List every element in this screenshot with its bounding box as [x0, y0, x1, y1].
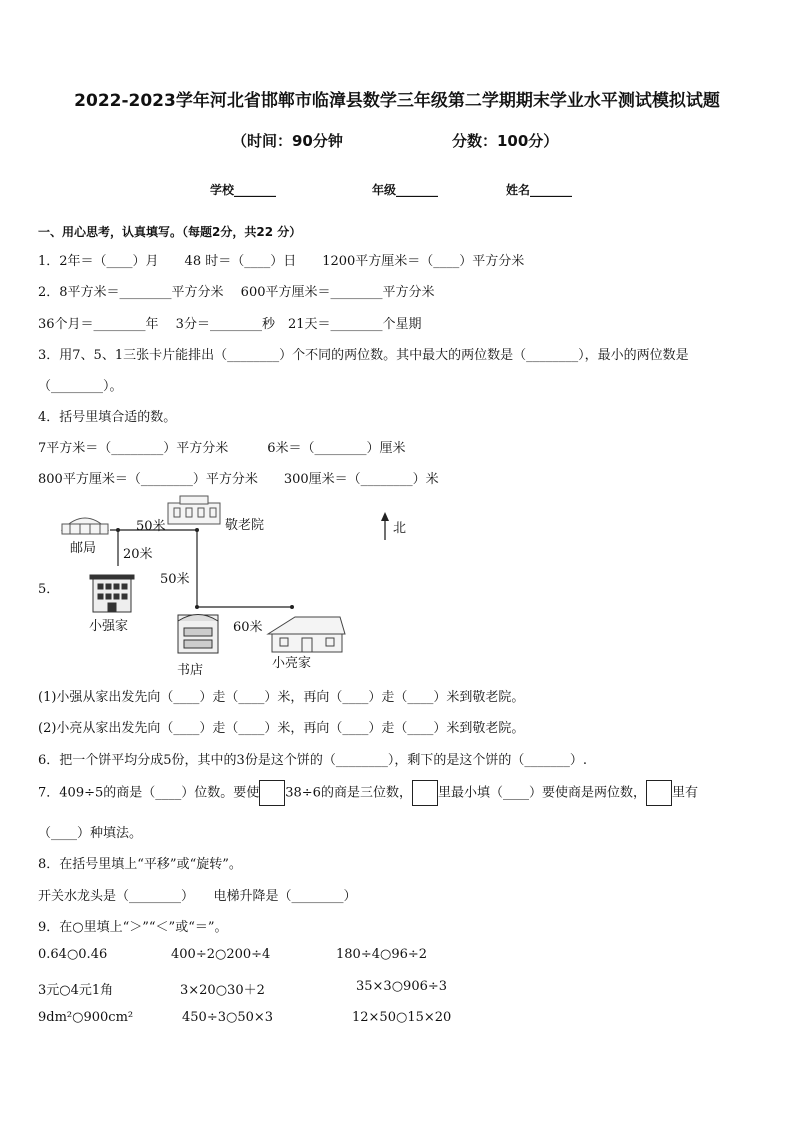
question-7-text: 里最小填（____）要使商是两位数，: [437, 785, 646, 801]
answer-box[interactable]: [259, 780, 285, 806]
compare-item: 35×3○906÷3: [356, 979, 448, 994]
bookstore-label: 书店: [177, 663, 204, 678]
compare-item: 450÷3○50×3: [182, 1010, 274, 1025]
compare-item: 12×50○15×20: [352, 1010, 452, 1025]
question-4-line1: 7平方米＝（________）平方分米 6米＝（________）厘米: [38, 441, 406, 456]
distance-label: 60米: [233, 620, 263, 635]
north-label: 北: [393, 521, 407, 536]
post-office-icon: [62, 518, 108, 534]
nursing-home-label: 敬老院: [225, 518, 265, 533]
nursing-home-icon: [168, 496, 220, 524]
section-heading: 一、用心思考，认真填写。（每题2分，共22 分）: [38, 225, 302, 239]
question-5-number: 5．: [38, 582, 60, 597]
compare-item: 0.64○0.46: [38, 947, 108, 962]
xiaoliang-home-icon: [268, 617, 345, 652]
xiaoqiang-home-label: 小强家: [89, 619, 129, 634]
question-7: [38, 780, 698, 807]
school-field[interactable]: 学校_______: [210, 183, 277, 197]
question-4: 4．括号里填合适的数。: [38, 410, 177, 425]
question-1: 1．2年＝（____）月 48 时＝（____）日 1200平方厘米＝（____）平方分米: [38, 254, 525, 269]
compare-item: 180÷4○96÷2: [336, 947, 428, 962]
question-5-part1: (1)小强从家出发先向（____）走（____）米，再向（____）走（____）米到敬老院。: [38, 690, 525, 705]
compare-item: 3×20○30＋2: [180, 983, 265, 998]
bookstore-icon: [178, 615, 218, 654]
question-5-part2: (2)小亮从家出发先向（____）走（____）米，再向（____）走（____）米到敬老院。: [38, 721, 525, 736]
question-7-line2: （____）种填法。: [38, 826, 143, 841]
distance-label: 20米: [123, 547, 153, 562]
question-2-line2: 36个月＝________年 3分＝________秒 21天＝________个星期: [38, 317, 422, 332]
post-office-label: 邮局: [70, 541, 97, 556]
north-arrow-icon: [381, 512, 389, 540]
question-3-line1: 3．用7、5、1三张卡片能排出（________）个不同的两位数。其中最大的两位数是（________），最小的两位数是: [38, 348, 689, 363]
question-3-line2: （________）。: [38, 379, 123, 394]
compare-item: 400÷2○200÷4: [171, 947, 271, 962]
question-8: 8．在括号里填上“平移”或“旋转”。: [38, 857, 242, 872]
name-field[interactable]: 姓名_______: [506, 183, 573, 197]
page-title: 2022-2023学年河北省邯郸市临漳县数学三年级第二学期期末学业水平测试模拟试题: [74, 91, 720, 111]
question-7-text: 38÷6的商是三位数，: [285, 785, 412, 801]
distance-label: 50米: [136, 519, 166, 534]
distance-label: 50米: [160, 572, 190, 587]
exam-time: （时间：90分钟: [232, 132, 343, 150]
grade-field[interactable]: 年级_______: [372, 183, 439, 197]
compare-item: 3元○4元1角: [38, 983, 114, 998]
question-9: 9．在○里填上“＞”“＜”或“＝”。: [38, 920, 228, 935]
question-8-line1: 开关水龙头是（________） 电梯升降是（________）: [38, 889, 357, 904]
question-7-text: 里有: [671, 785, 698, 801]
compare-item: 9dm²○900cm²: [38, 1010, 134, 1025]
question-4-line2: 800平方厘米＝（________）平方分米 300厘米＝（________）米: [38, 472, 439, 487]
exam-score: 分数：100分）: [452, 132, 559, 150]
question-6: 6．把一个饼平均分成5份，其中的3份是这个饼的（________），剩下的是这个饼的（_______）.: [38, 753, 587, 768]
xiaoliang-home-label: 小亮家: [272, 656, 312, 671]
answer-box[interactable]: [412, 780, 438, 806]
question-2-line1: 2．8平方米＝________平方分米 600平方厘米＝________平方分米: [38, 285, 435, 300]
xiaoqiang-home-icon: [90, 575, 134, 612]
question-7-text: 7．409÷5的商是（____）位数。要使: [38, 785, 260, 801]
answer-box[interactable]: [646, 780, 672, 806]
